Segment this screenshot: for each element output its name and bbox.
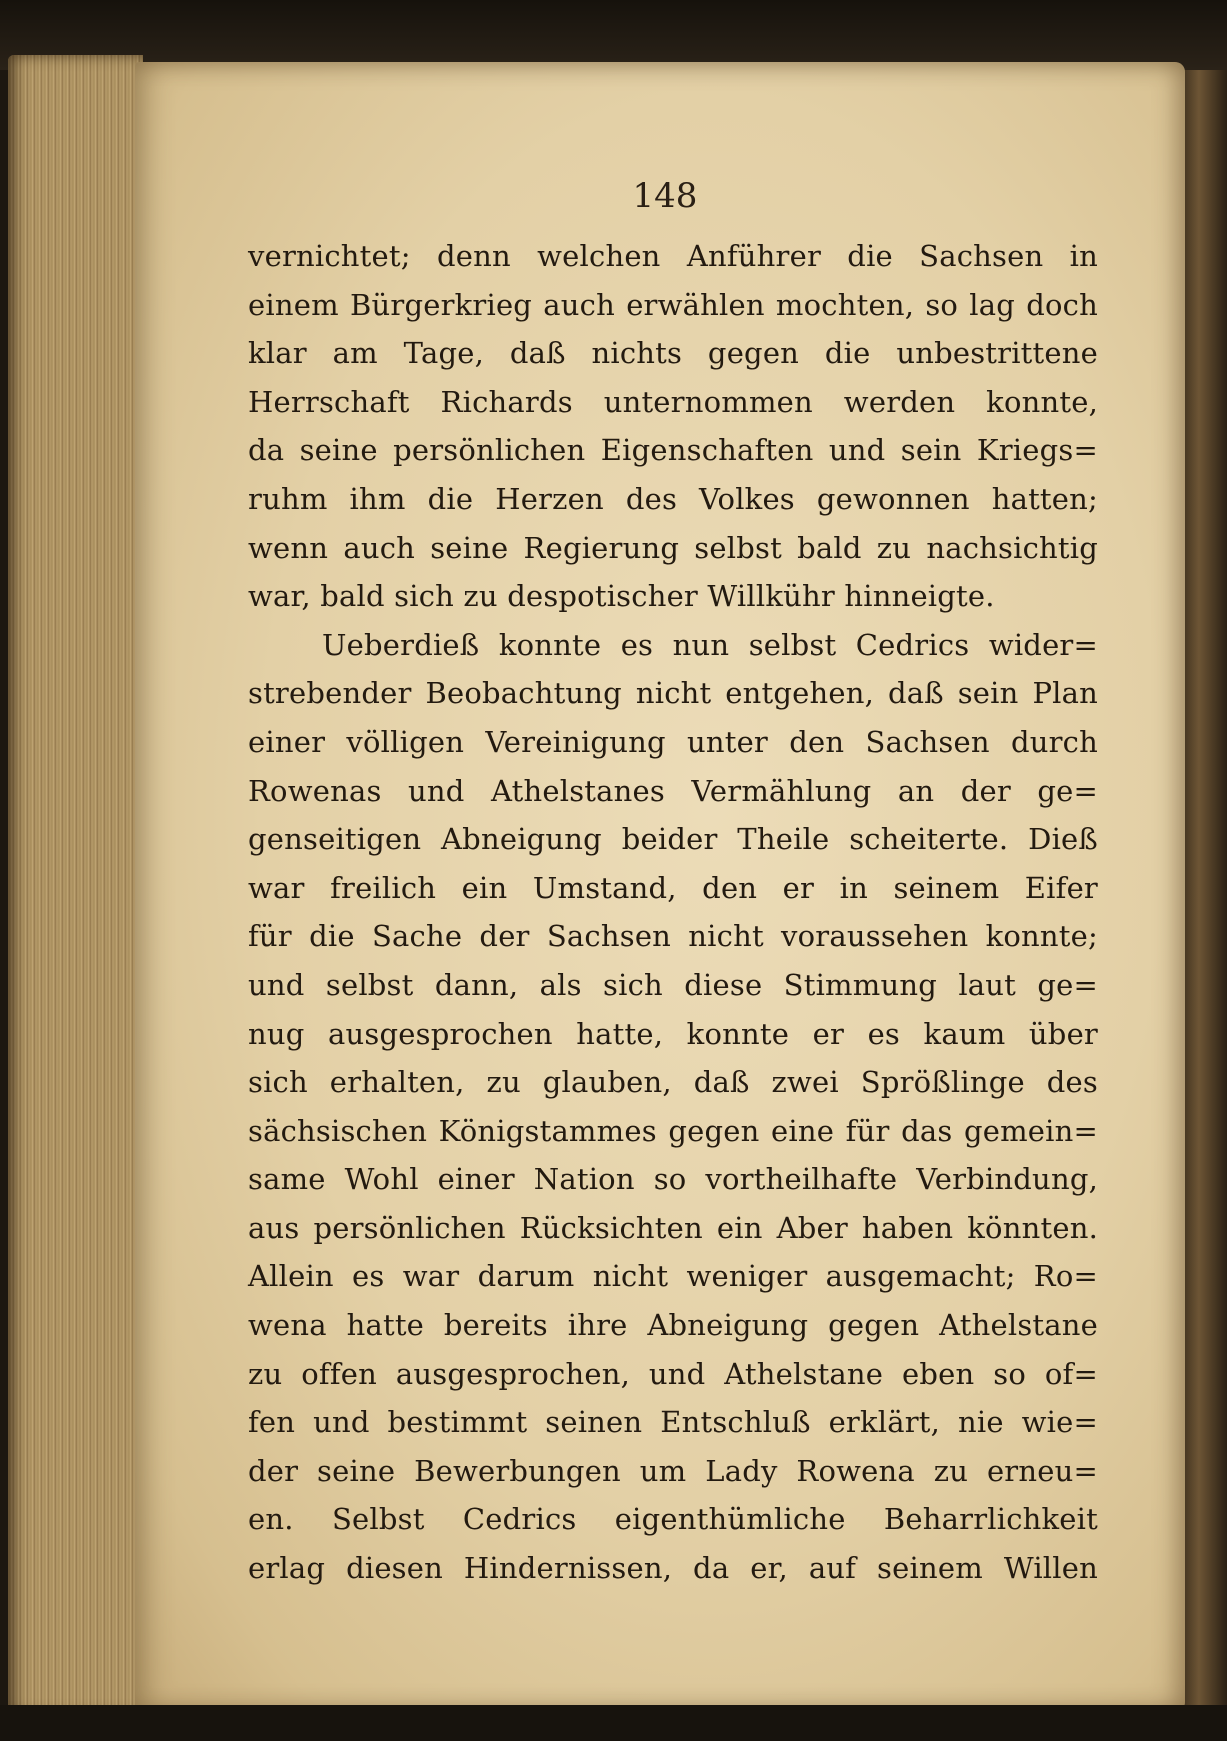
text-line: Allein es war darum nicht weniger ausgemacht; Ro=: [248, 1259, 1098, 1294]
dark-backdrop: [0, 0, 1227, 70]
text-line: einer völligen Vereinigung unter den Sachsen durch: [248, 724, 1098, 759]
text-line: für die Sache der Sachsen nicht voraussehen konnte;: [248, 919, 1098, 954]
page-number: 148: [632, 176, 698, 216]
text-line: klar am Tage, daß nichts gegen die unbestrittene: [248, 336, 1098, 371]
text-line: Rowenas und Athelstanes Vermählung an der ge=: [248, 773, 1098, 808]
text-line: Ueberdieß konnte es nun selbst Cedrics wider=: [322, 627, 1098, 662]
text-line: war, bald sich zu despotischer Willkühr hinneigte.: [248, 579, 995, 614]
stacked-page-edges: [8, 55, 143, 1715]
text-line: wena hatte bereits ihre Abneigung gegen Athelstane: [248, 1308, 1098, 1343]
text-line: zu offen ausgesprochen, und Athelstane eben so of=: [248, 1356, 1098, 1391]
text-line: und selbst dann, als sich diese Stimmung laut ge=: [248, 967, 1098, 1002]
body-text: [248, 232, 1098, 1593]
text-line: einem Bürgerkrieg auch erwählen mochten, so lag doch: [248, 287, 1098, 322]
text-line: Herrschaft Richards unternommen werden konnte,: [248, 384, 1098, 419]
text-line: strebender Beobachtung nicht entgehen, daß sein Plan: [248, 676, 1098, 711]
text-line: genseitigen Abneigung beider Theile scheiterte. Dieß: [248, 822, 1098, 857]
text-line: der seine Bewerbungen um Lady Rowena zu erneu=: [248, 1453, 1098, 1488]
text-line: vernichtet; denn welchen Anführer die Sachsen in: [248, 239, 1098, 273]
text-line: war freilich ein Umstand, den er in seinem Eifer: [248, 870, 1098, 905]
book-cover-edge: [1180, 70, 1227, 1720]
text-line: same Wohl einer Nation so vortheilhafte Verbindung,: [248, 1162, 1098, 1197]
text-line: nug ausgesprochen hatte, konnte er es kaum über: [248, 1016, 1098, 1051]
bottom-backdrop: [0, 1705, 1227, 1741]
text-line: da seine persönlichen Eigenschaften und sein Kriegs=: [248, 433, 1098, 468]
text-line: en. Selbst Cedrics eigenthümliche Beharrlichkeit: [248, 1502, 1098, 1537]
text-line: wenn auch seine Regierung selbst bald zu nachsichtig: [248, 530, 1098, 565]
text-line: aus persönlichen Rücksichten ein Aber haben könnten.: [248, 1210, 1098, 1245]
text-line: fen und bestimmt seinen Entschluß erklärt, nie wie=: [248, 1405, 1098, 1440]
text-line: ruhm ihm die Herzen des Volkes gewonnen hatten;: [248, 481, 1098, 516]
text-line: erlag diesen Hindernissen, da er, auf seinem Willen: [248, 1551, 1098, 1586]
text-line: sich erhalten, zu glauben, daß zwei Sprößlinge des: [248, 1065, 1098, 1100]
text-line: sächsischen Königstammes gegen eine für das gemein=: [248, 1113, 1098, 1148]
